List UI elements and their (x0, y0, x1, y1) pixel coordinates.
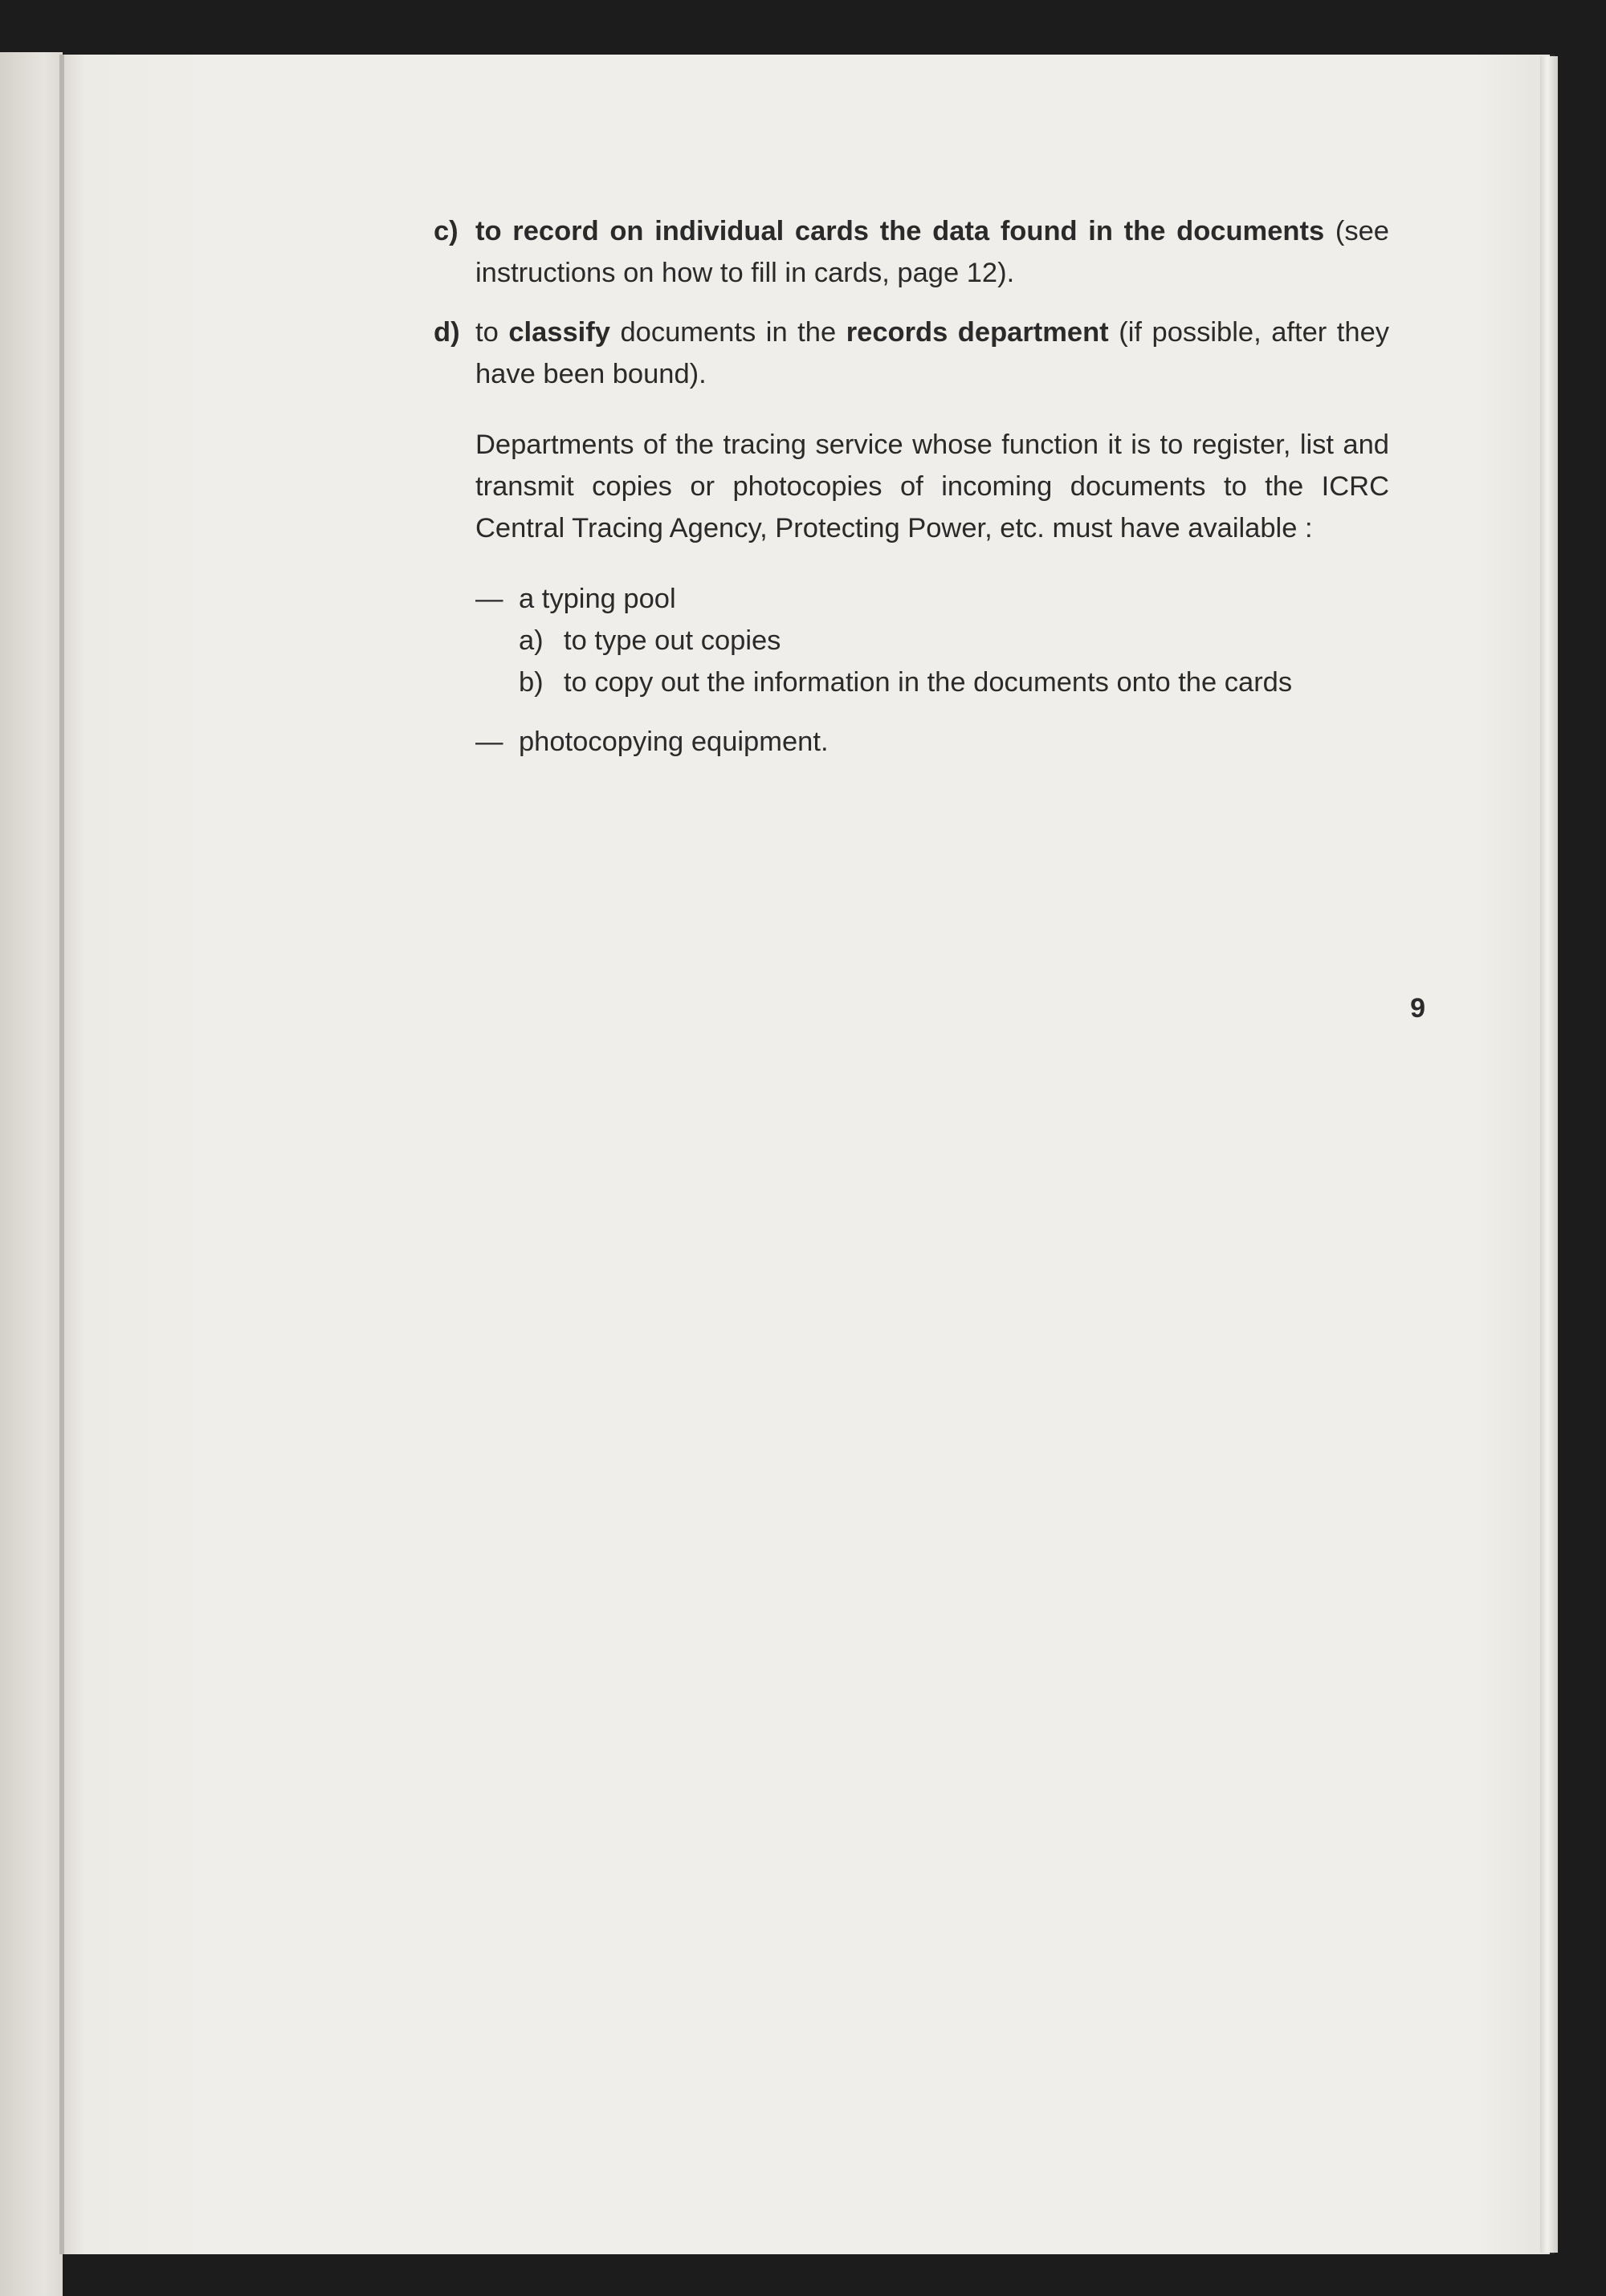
item-text (475, 311, 1389, 395)
page-edge (1540, 56, 1558, 2253)
dash-marker: — (475, 584, 503, 614)
page-content (434, 210, 1389, 763)
sub-marker: a) (519, 625, 544, 656)
sub-item-b (519, 662, 1389, 703)
sub-text: to copy out the information in the documents onto the cards (564, 667, 1293, 698)
list-item-c (434, 210, 1389, 294)
item-text-regular: to (475, 317, 509, 348)
dash-text: photocopying equipment. (519, 727, 829, 757)
dash-text: a typing pool (519, 584, 676, 614)
body-block (434, 424, 1389, 763)
item-marker: d) (434, 317, 460, 348)
page-number: 9 (1410, 993, 1425, 1024)
book-spine (59, 55, 64, 2254)
item-text-regular: (if possible, after they have been bound). (475, 317, 1390, 389)
list-item-d (434, 311, 1389, 395)
list-item-photocopying (475, 721, 1389, 763)
item-marker: c) (434, 216, 459, 246)
item-text-regular: documents in the (609, 317, 846, 348)
sub-list (475, 620, 1389, 703)
item-text-bold: classify (508, 317, 610, 348)
item-text (475, 210, 1389, 294)
sub-text: to type out copies (564, 625, 781, 656)
body-paragraph: Departments of the tracing service whose function it is to register, list and transmit copies or photocopies of incoming documents to the ICRC Central Tracing Agency, Protecting Power, etc. must have available : (475, 429, 1389, 543)
dash-marker: — (475, 727, 503, 757)
list-item-typing-pool (475, 578, 1389, 620)
sub-marker: b) (519, 667, 544, 698)
item-text-regular: (see instructions on how to fill in cards, page 12). (475, 216, 1389, 288)
item-text-bold: to record on individual cards the data found in the documents (475, 216, 1325, 246)
facing-page (0, 52, 63, 2296)
item-text-bold: records department (846, 317, 1109, 348)
sub-item-a (519, 620, 1389, 662)
